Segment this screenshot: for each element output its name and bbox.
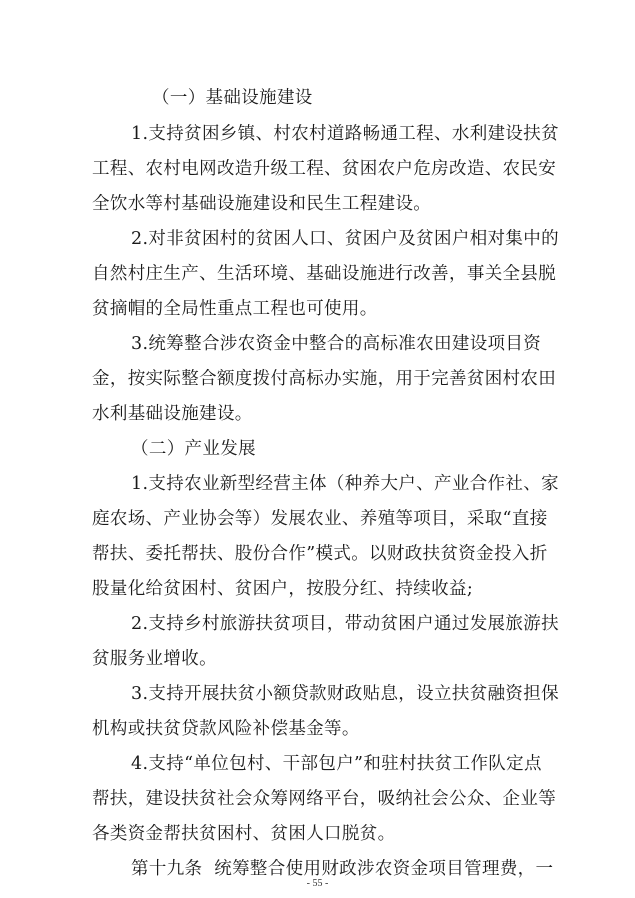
paragraph-line: 贫摘帽的全局性重点工程也可使用。 <box>92 299 378 319</box>
paragraph-line: 1.支持贫困乡镇、村农村道路畅通工程、水利建设扶贫 <box>131 124 559 144</box>
paragraph-line: 3.支持开展扶贫小额贷款财政贴息，设立扶贫融资担保 <box>131 684 559 704</box>
paragraph-line: 帮扶、委托帮扶、股份合作”模式。以财政扶贫资金投入折 <box>92 544 548 564</box>
section-heading-industry: （二）产业发展 <box>131 439 256 459</box>
section-heading-infrastructure: （一）基础设施建设 <box>152 88 313 108</box>
paragraph-line: 1.支持农业新型经营主体（种养大户、产业合作社、家 <box>131 474 559 494</box>
article-nineteen-line: 第十九条 统筹整合使用财政涉农资金项目管理费，一 <box>131 859 554 879</box>
paragraph-line: 自然村庄生产、生活环境、基础设施进行改善，事关全县脱 <box>92 264 557 284</box>
paragraph-line: 机构或扶贫贷款风险补偿基金等。 <box>92 719 360 739</box>
paragraph-line: 庭农场、产业协会等）发展农业、养殖等项目，采取“直接 <box>92 509 548 529</box>
page-number: - 55 - <box>306 878 329 889</box>
paragraph-line: 3.统筹整合涉农资金中整合的高标准农田建设项目资 <box>131 334 542 354</box>
paragraph-line: 2.对非贫困村的贫困人口、贫困户及贫困户相对集中的 <box>131 229 559 249</box>
paragraph-line: 帮扶，建设扶贫社会众筹网络平台，吸纳社会公众、企业等 <box>92 789 557 809</box>
paragraph-line: 贫服务业增收。 <box>92 649 217 669</box>
paragraph-line: 工程、农村电网改造升级工程、贫困农户危房改造、农民安 <box>92 159 557 179</box>
paragraph-line: 金，按实际整合额度拨付高标办实施，用于完善贫困村农田 <box>92 369 557 389</box>
paragraph-line: 股量化给贫困村、贫困户，按股分红、持续收益; <box>92 579 474 599</box>
paragraph-line: 各类资金帮扶贫困村、贫困人口脱贫。 <box>92 824 396 844</box>
paragraph-line: 全饮水等村基础设施建设和民生工程建设。 <box>92 194 432 214</box>
paragraph-line: 2.支持乡村旅游扶贫项目，带动贫困户通过发展旅游扶 <box>131 614 559 634</box>
paragraph-line: 水利基础设施建设。 <box>92 404 253 424</box>
paragraph-line: 4.支持“单位包村、干部包户”和驻村扶贫工作队定点 <box>131 754 542 774</box>
